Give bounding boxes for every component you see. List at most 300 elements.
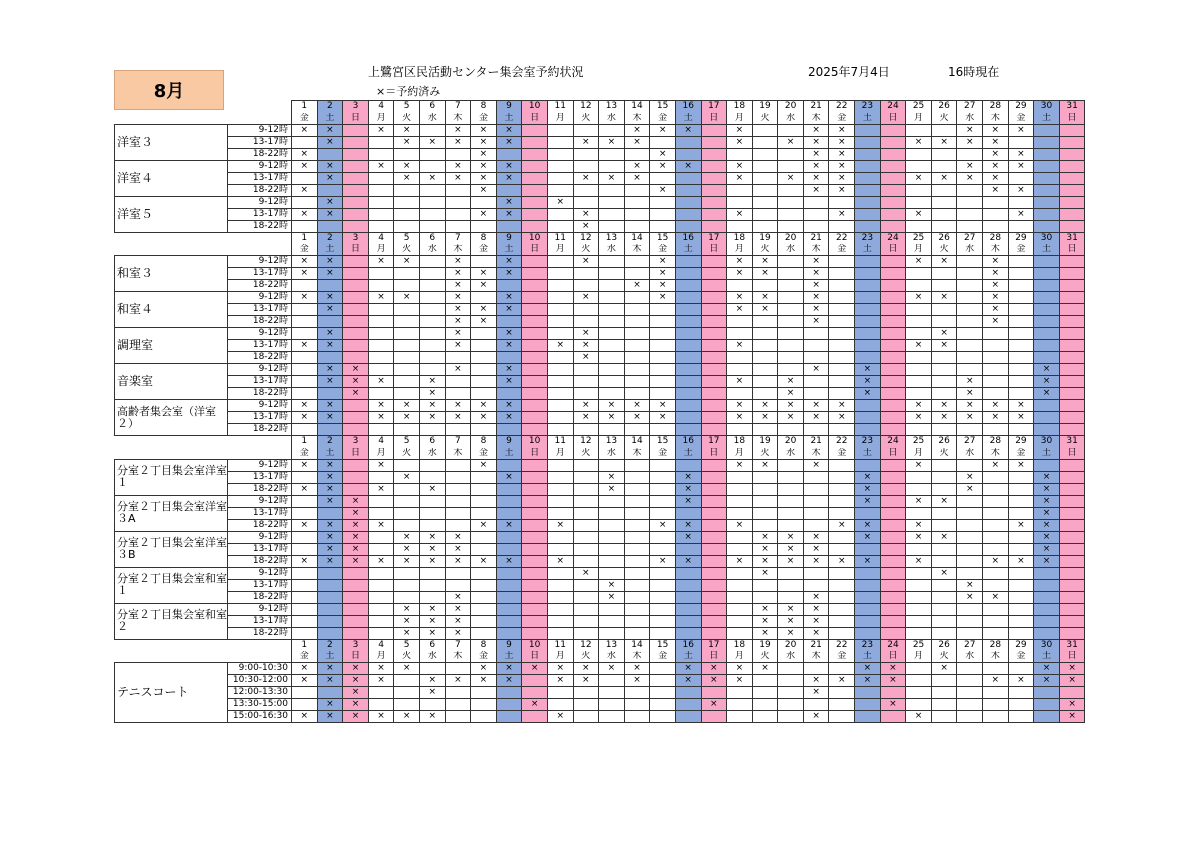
available-cell xyxy=(547,424,573,436)
slot-row xyxy=(115,531,1085,543)
available-cell xyxy=(880,328,906,340)
available-cell xyxy=(1059,136,1085,148)
available-cell xyxy=(599,675,625,687)
slot-row xyxy=(115,675,1085,687)
available-cell xyxy=(394,352,420,364)
available-cell xyxy=(496,388,522,400)
available-cell xyxy=(573,280,599,292)
day-number: 17 xyxy=(701,436,727,448)
available-cell xyxy=(471,292,497,304)
available-cell xyxy=(727,495,753,507)
available-cell xyxy=(931,148,957,160)
booked-cell: × xyxy=(292,268,318,280)
available-cell xyxy=(855,136,881,148)
available-cell xyxy=(701,160,727,172)
available-cell xyxy=(1059,555,1085,567)
available-cell xyxy=(292,364,318,376)
available-cell xyxy=(522,220,548,232)
available-cell xyxy=(906,603,932,615)
booked-cell: × xyxy=(573,292,599,304)
available-cell xyxy=(727,699,753,711)
available-cell xyxy=(752,316,778,328)
booked-cell: × xyxy=(650,555,676,567)
day-number: 1 xyxy=(292,232,318,244)
header-blank xyxy=(115,639,292,651)
available-cell xyxy=(419,495,445,507)
day-number: 24 xyxy=(880,436,906,448)
day-number: 30 xyxy=(1034,639,1060,651)
time-slot: 13-17時 xyxy=(228,579,292,591)
available-cell xyxy=(1059,376,1085,388)
day-number: 19 xyxy=(752,101,778,113)
booked-cell: × xyxy=(394,292,420,304)
booked-cell: × xyxy=(317,376,343,388)
booked-cell: × xyxy=(752,555,778,567)
available-cell xyxy=(1059,352,1085,364)
available-cell xyxy=(931,699,957,711)
booked-cell: × xyxy=(317,543,343,555)
booked-cell: × xyxy=(573,328,599,340)
legend-text: ×＝予約済み xyxy=(376,85,441,98)
booked-cell: × xyxy=(855,471,881,483)
available-cell xyxy=(394,340,420,352)
available-cell xyxy=(880,196,906,208)
slot-row xyxy=(115,687,1085,699)
booked-cell: × xyxy=(675,124,701,136)
available-cell xyxy=(1059,160,1085,172)
weekday-label: 日 xyxy=(701,244,727,256)
available-cell xyxy=(906,160,932,172)
available-cell xyxy=(650,699,676,711)
booked-cell: × xyxy=(317,519,343,531)
available-cell xyxy=(343,340,369,352)
booked-cell: × xyxy=(394,124,420,136)
available-cell xyxy=(855,316,881,328)
available-cell xyxy=(675,400,701,412)
available-cell xyxy=(522,292,548,304)
available-cell xyxy=(701,268,727,280)
available-cell xyxy=(880,519,906,531)
available-cell xyxy=(496,603,522,615)
booked-cell: × xyxy=(855,483,881,495)
booked-cell: × xyxy=(983,412,1009,424)
slot-row xyxy=(115,519,1085,531)
time-slot: 18-22時 xyxy=(228,627,292,639)
available-cell xyxy=(803,507,829,519)
booked-cell: × xyxy=(573,675,599,687)
weekday-label: 金 xyxy=(650,448,676,460)
booked-cell: × xyxy=(624,675,650,687)
available-cell xyxy=(675,328,701,340)
booked-cell: × xyxy=(1008,184,1034,196)
available-cell xyxy=(522,280,548,292)
available-cell xyxy=(522,328,548,340)
booked-cell: × xyxy=(983,172,1009,184)
available-cell xyxy=(957,711,983,723)
weekday-label: 木 xyxy=(624,448,650,460)
booked-cell: × xyxy=(292,148,318,160)
available-cell xyxy=(675,340,701,352)
available-cell xyxy=(778,292,804,304)
available-cell xyxy=(317,687,343,699)
booked-cell: × xyxy=(343,364,369,376)
available-cell xyxy=(855,591,881,603)
booked-cell: × xyxy=(803,555,829,567)
available-cell xyxy=(855,148,881,160)
day-number: 29 xyxy=(1008,436,1034,448)
day-number: 14 xyxy=(624,101,650,113)
day-number: 3 xyxy=(343,101,369,113)
booked-cell: × xyxy=(650,292,676,304)
available-cell xyxy=(778,663,804,675)
available-cell xyxy=(983,495,1009,507)
available-cell xyxy=(778,675,804,687)
available-cell xyxy=(419,280,445,292)
booked-cell: × xyxy=(368,555,394,567)
booked-cell: × xyxy=(931,400,957,412)
booked-cell: × xyxy=(445,268,471,280)
available-cell xyxy=(624,555,650,567)
day-number: 23 xyxy=(855,101,881,113)
available-cell xyxy=(778,519,804,531)
available-cell xyxy=(778,328,804,340)
booked-cell: × xyxy=(599,172,625,184)
available-cell xyxy=(855,400,881,412)
available-cell xyxy=(829,579,855,591)
slot-row xyxy=(115,124,1085,136)
available-cell xyxy=(906,424,932,436)
available-cell xyxy=(522,627,548,639)
available-cell xyxy=(1059,459,1085,471)
available-cell xyxy=(675,603,701,615)
booked-cell: × xyxy=(983,316,1009,328)
available-cell xyxy=(650,675,676,687)
available-cell xyxy=(547,220,573,232)
booked-cell: × xyxy=(931,531,957,543)
available-cell xyxy=(855,340,881,352)
weekday-label: 日 xyxy=(880,113,906,125)
available-cell xyxy=(906,543,932,555)
available-cell xyxy=(906,388,932,400)
weekday-label: 木 xyxy=(983,651,1009,663)
booked-cell: × xyxy=(650,280,676,292)
booked-cell: × xyxy=(906,292,932,304)
available-cell xyxy=(1034,400,1060,412)
available-cell xyxy=(650,196,676,208)
available-cell xyxy=(727,591,753,603)
available-cell xyxy=(727,388,753,400)
slot-row xyxy=(115,388,1085,400)
available-cell xyxy=(471,543,497,555)
available-cell xyxy=(522,424,548,436)
available-cell xyxy=(650,316,676,328)
booked-cell: × xyxy=(906,172,932,184)
available-cell xyxy=(701,388,727,400)
booked-cell: × xyxy=(368,376,394,388)
booked-cell: × xyxy=(855,495,881,507)
day-number: 10 xyxy=(522,436,548,448)
available-cell xyxy=(983,208,1009,220)
booked-cell: × xyxy=(292,292,318,304)
booked-cell: × xyxy=(317,256,343,268)
weekday-label: 日 xyxy=(1059,448,1085,460)
time-slot: 13-17時 xyxy=(228,304,292,316)
day-number: 16 xyxy=(675,436,701,448)
day-number: 6 xyxy=(419,436,445,448)
booked-cell: × xyxy=(419,172,445,184)
month-label: 8月 xyxy=(153,81,185,102)
day-number: 31 xyxy=(1059,232,1085,244)
booked-cell: × xyxy=(292,400,318,412)
available-cell xyxy=(983,579,1009,591)
slot-row xyxy=(115,148,1085,160)
booked-cell: × xyxy=(496,172,522,184)
available-cell xyxy=(292,603,318,615)
booked-cell: × xyxy=(803,256,829,268)
available-cell xyxy=(1059,483,1085,495)
available-cell xyxy=(547,376,573,388)
available-cell xyxy=(522,531,548,543)
weekday-label: 月 xyxy=(368,651,394,663)
booked-cell: × xyxy=(496,196,522,208)
available-cell xyxy=(880,412,906,424)
available-cell xyxy=(445,148,471,160)
available-cell xyxy=(701,304,727,316)
booked-cell: × xyxy=(778,603,804,615)
booked-cell: × xyxy=(317,483,343,495)
booked-cell: × xyxy=(394,471,420,483)
booked-cell: × xyxy=(471,400,497,412)
day-number: 2 xyxy=(317,232,343,244)
booked-cell: × xyxy=(394,160,420,172)
booked-cell: × xyxy=(547,663,573,675)
booked-cell: × xyxy=(496,328,522,340)
weekday-label: 土 xyxy=(496,113,522,125)
booked-cell: × xyxy=(343,531,369,543)
available-cell xyxy=(983,220,1009,232)
booked-cell: × xyxy=(394,400,420,412)
available-cell xyxy=(522,519,548,531)
day-number: 17 xyxy=(701,101,727,113)
available-cell xyxy=(906,328,932,340)
available-cell xyxy=(752,591,778,603)
day-number: 13 xyxy=(599,436,625,448)
available-cell xyxy=(906,268,932,280)
booked-cell: × xyxy=(599,400,625,412)
day-number: 4 xyxy=(368,436,394,448)
available-cell xyxy=(317,579,343,591)
booked-cell: × xyxy=(573,352,599,364)
available-cell xyxy=(573,531,599,543)
available-cell xyxy=(368,388,394,400)
available-cell xyxy=(496,699,522,711)
booked-cell: × xyxy=(343,687,369,699)
available-cell xyxy=(752,388,778,400)
booked-cell: × xyxy=(343,663,369,675)
available-cell xyxy=(547,471,573,483)
available-cell xyxy=(650,304,676,316)
booked-cell: × xyxy=(778,412,804,424)
booked-cell: × xyxy=(829,208,855,220)
available-cell xyxy=(624,483,650,495)
available-cell xyxy=(650,208,676,220)
available-cell xyxy=(522,459,548,471)
room-name: 洋室４ xyxy=(115,160,228,196)
available-cell xyxy=(471,388,497,400)
available-cell xyxy=(522,555,548,567)
weekday-label: 金 xyxy=(471,244,497,256)
available-cell xyxy=(701,711,727,723)
available-cell xyxy=(368,184,394,196)
available-cell xyxy=(624,507,650,519)
available-cell xyxy=(829,304,855,316)
booked-cell: × xyxy=(445,675,471,687)
weekday-label: 火 xyxy=(931,651,957,663)
available-cell xyxy=(880,567,906,579)
available-cell xyxy=(599,376,625,388)
booked-cell: × xyxy=(624,172,650,184)
available-cell xyxy=(752,352,778,364)
available-cell xyxy=(957,603,983,615)
available-cell xyxy=(803,663,829,675)
available-cell xyxy=(1059,615,1085,627)
booked-cell: × xyxy=(983,148,1009,160)
day-number: 30 xyxy=(1034,101,1060,113)
weekday-label: 水 xyxy=(419,244,445,256)
weekday-label: 水 xyxy=(778,448,804,460)
available-cell xyxy=(624,208,650,220)
booked-cell: × xyxy=(547,675,573,687)
available-cell xyxy=(547,208,573,220)
available-cell xyxy=(675,304,701,316)
available-cell xyxy=(701,627,727,639)
available-cell xyxy=(778,483,804,495)
available-cell xyxy=(752,148,778,160)
available-cell xyxy=(522,148,548,160)
booked-cell: × xyxy=(983,256,1009,268)
available-cell xyxy=(419,567,445,579)
time-slot: 9-12時 xyxy=(228,567,292,579)
available-cell xyxy=(547,136,573,148)
available-cell xyxy=(829,220,855,232)
available-cell xyxy=(445,483,471,495)
booked-cell: × xyxy=(624,400,650,412)
available-cell xyxy=(624,603,650,615)
available-cell xyxy=(471,711,497,723)
booked-cell: × xyxy=(317,196,343,208)
weekday-label: 月 xyxy=(727,113,753,125)
booked-cell: × xyxy=(496,268,522,280)
available-cell xyxy=(957,555,983,567)
booked-cell: × xyxy=(445,136,471,148)
weekday-label: 土 xyxy=(675,113,701,125)
available-cell xyxy=(1008,495,1034,507)
weekday-label: 水 xyxy=(419,448,445,460)
available-cell xyxy=(778,208,804,220)
weekday-label: 土 xyxy=(1034,113,1060,125)
booked-cell: × xyxy=(983,124,1009,136)
available-cell xyxy=(522,208,548,220)
available-cell xyxy=(292,172,318,184)
available-cell xyxy=(1034,459,1060,471)
booked-cell: × xyxy=(983,459,1009,471)
booked-cell: × xyxy=(727,124,753,136)
available-cell xyxy=(419,208,445,220)
available-cell xyxy=(675,148,701,160)
day-number: 9 xyxy=(496,639,522,651)
booked-cell: × xyxy=(292,340,318,352)
available-cell xyxy=(419,160,445,172)
weekday-label: 水 xyxy=(957,244,983,256)
booked-cell: × xyxy=(931,340,957,352)
available-cell xyxy=(675,579,701,591)
available-cell xyxy=(957,424,983,436)
day-number: 16 xyxy=(675,232,701,244)
available-cell xyxy=(419,699,445,711)
booked-cell: × xyxy=(829,412,855,424)
available-cell xyxy=(880,136,906,148)
available-cell xyxy=(675,615,701,627)
available-cell xyxy=(419,591,445,603)
booked-cell: × xyxy=(394,412,420,424)
available-cell xyxy=(931,268,957,280)
booked-cell: × xyxy=(983,280,1009,292)
weekday-label: 火 xyxy=(394,448,420,460)
available-cell xyxy=(778,507,804,519)
available-cell xyxy=(855,687,881,699)
booked-cell: × xyxy=(292,184,318,196)
available-cell xyxy=(727,184,753,196)
booked-cell: × xyxy=(317,136,343,148)
weekday-label: 金 xyxy=(292,448,318,460)
available-cell xyxy=(727,364,753,376)
available-cell xyxy=(445,471,471,483)
available-cell xyxy=(471,531,497,543)
available-cell xyxy=(650,328,676,340)
day-number: 4 xyxy=(368,232,394,244)
available-cell xyxy=(1008,280,1034,292)
available-cell xyxy=(701,184,727,196)
booked-cell: × xyxy=(727,519,753,531)
weekday-label: 木 xyxy=(445,651,471,663)
booked-cell: × xyxy=(778,543,804,555)
time-slot: 9-12時 xyxy=(228,459,292,471)
available-cell xyxy=(599,256,625,268)
available-cell xyxy=(343,124,369,136)
available-cell xyxy=(1008,340,1034,352)
booked-cell: × xyxy=(650,412,676,424)
available-cell xyxy=(522,495,548,507)
available-cell xyxy=(829,711,855,723)
weekday-label: 火 xyxy=(573,113,599,125)
available-cell xyxy=(471,328,497,340)
day-number: 17 xyxy=(701,639,727,651)
time-slot: 9-12時 xyxy=(228,603,292,615)
available-cell xyxy=(829,543,855,555)
booked-cell: × xyxy=(471,280,497,292)
booked-cell: × xyxy=(931,412,957,424)
available-cell xyxy=(573,316,599,328)
available-cell xyxy=(292,376,318,388)
available-cell xyxy=(1059,424,1085,436)
available-cell xyxy=(343,459,369,471)
available-cell xyxy=(1034,208,1060,220)
time-slot: 18-22時 xyxy=(228,424,292,436)
available-cell xyxy=(752,471,778,483)
day-number: 31 xyxy=(1059,436,1085,448)
weekday-label: 土 xyxy=(675,244,701,256)
booked-cell: × xyxy=(471,675,497,687)
